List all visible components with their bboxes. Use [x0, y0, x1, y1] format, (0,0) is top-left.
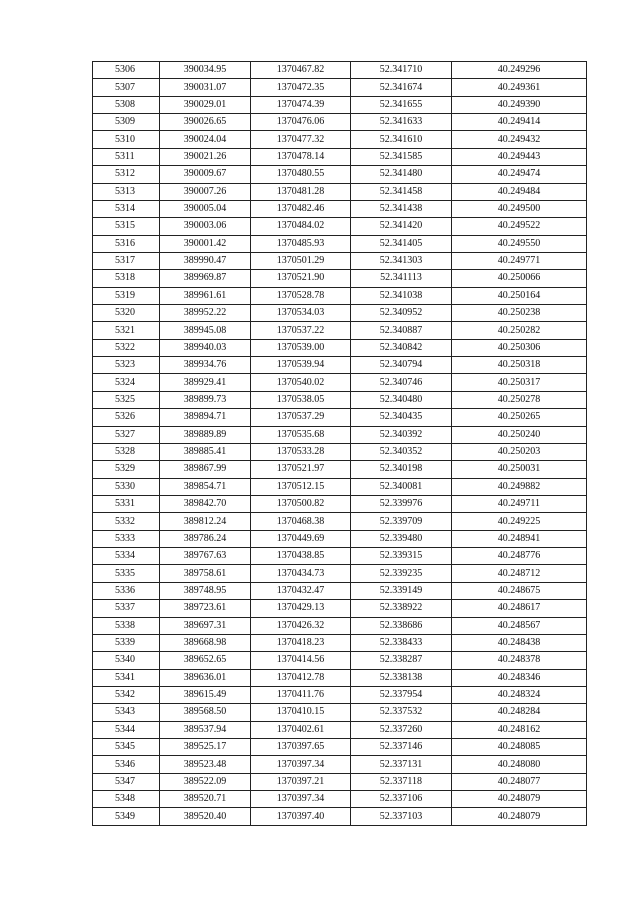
y-coordinate-cell: 1370485.93 [251, 235, 351, 252]
longitude-cell: 40.248080 [452, 756, 587, 773]
x-coordinate-cell: 389969.87 [160, 270, 251, 287]
longitude-cell: 40.250066 [452, 270, 587, 287]
y-coordinate-cell: 1370432.47 [251, 582, 351, 599]
table-row [93, 131, 587, 148]
table-row [93, 513, 587, 530]
x-coordinate-cell: 389952.22 [160, 305, 251, 322]
longitude-cell: 40.249550 [452, 235, 587, 252]
y-coordinate-cell: 1370449.69 [251, 530, 351, 547]
longitude-cell: 40.250164 [452, 287, 587, 304]
latitude-cell: 52.340842 [351, 339, 452, 356]
latitude-cell: 52.341458 [351, 183, 452, 200]
latitude-cell: 52.340435 [351, 409, 452, 426]
coordinates-table-body [93, 62, 587, 826]
latitude-cell: 52.338287 [351, 652, 452, 669]
point-number-cell: 5309 [93, 114, 160, 131]
latitude-cell: 52.337532 [351, 704, 452, 721]
point-number-cell: 5319 [93, 287, 160, 304]
longitude-cell: 40.249500 [452, 200, 587, 217]
latitude-cell: 52.337260 [351, 721, 452, 738]
point-number-cell: 5307 [93, 79, 160, 96]
latitude-cell: 52.337146 [351, 739, 452, 756]
x-coordinate-cell: 390026.65 [160, 114, 251, 131]
y-coordinate-cell: 1370412.78 [251, 669, 351, 686]
longitude-cell: 40.248712 [452, 565, 587, 582]
latitude-cell: 52.338433 [351, 634, 452, 651]
x-coordinate-cell: 389934.76 [160, 357, 251, 374]
y-coordinate-cell: 1370438.85 [251, 548, 351, 565]
x-coordinate-cell: 389786.24 [160, 530, 251, 547]
table-row [93, 374, 587, 391]
latitude-cell: 52.341674 [351, 79, 452, 96]
latitude-cell: 52.340392 [351, 426, 452, 443]
longitude-cell: 40.250203 [452, 443, 587, 460]
x-coordinate-cell: 389990.47 [160, 252, 251, 269]
point-number-cell: 5330 [93, 478, 160, 495]
y-coordinate-cell: 1370474.39 [251, 96, 351, 113]
x-coordinate-cell: 389812.24 [160, 513, 251, 530]
y-coordinate-cell: 1370481.28 [251, 183, 351, 200]
table-row [93, 114, 587, 131]
x-coordinate-cell: 390007.26 [160, 183, 251, 200]
table-row [93, 305, 587, 322]
latitude-cell: 52.340952 [351, 305, 452, 322]
latitude-cell: 52.340081 [351, 478, 452, 495]
table-row [93, 478, 587, 495]
table-row [93, 252, 587, 269]
x-coordinate-cell: 390001.42 [160, 235, 251, 252]
x-coordinate-cell: 389668.98 [160, 634, 251, 651]
y-coordinate-cell: 1370500.82 [251, 495, 351, 512]
point-number-cell: 5318 [93, 270, 160, 287]
point-number-cell: 5329 [93, 461, 160, 478]
table-row [93, 565, 587, 582]
point-number-cell: 5312 [93, 166, 160, 183]
table-row [93, 686, 587, 703]
longitude-cell: 40.248284 [452, 704, 587, 721]
y-coordinate-cell: 1370534.03 [251, 305, 351, 322]
x-coordinate-cell: 389537.94 [160, 721, 251, 738]
x-coordinate-cell: 390003.06 [160, 218, 251, 235]
latitude-cell: 52.341585 [351, 148, 452, 165]
table-row [93, 721, 587, 738]
longitude-cell: 40.248378 [452, 652, 587, 669]
table-row [93, 322, 587, 339]
longitude-cell: 40.248617 [452, 600, 587, 617]
point-number-cell: 5339 [93, 634, 160, 651]
point-number-cell: 5340 [93, 652, 160, 669]
x-coordinate-cell: 389767.63 [160, 548, 251, 565]
longitude-cell: 40.249225 [452, 513, 587, 530]
y-coordinate-cell: 1370414.56 [251, 652, 351, 669]
latitude-cell: 52.340794 [351, 357, 452, 374]
latitude-cell: 52.341710 [351, 62, 452, 79]
point-number-cell: 5344 [93, 721, 160, 738]
point-number-cell: 5311 [93, 148, 160, 165]
latitude-cell: 52.339149 [351, 582, 452, 599]
latitude-cell: 52.340480 [351, 391, 452, 408]
x-coordinate-cell: 389525.17 [160, 739, 251, 756]
latitude-cell: 52.338138 [351, 669, 452, 686]
longitude-cell: 40.250278 [452, 391, 587, 408]
y-coordinate-cell: 1370537.22 [251, 322, 351, 339]
longitude-cell: 40.249474 [452, 166, 587, 183]
y-coordinate-cell: 1370535.68 [251, 426, 351, 443]
latitude-cell: 52.341633 [351, 114, 452, 131]
y-coordinate-cell: 1370429.13 [251, 600, 351, 617]
y-coordinate-cell: 1370468.38 [251, 513, 351, 530]
x-coordinate-cell: 389748.95 [160, 582, 251, 599]
y-coordinate-cell: 1370411.76 [251, 686, 351, 703]
point-number-cell: 5342 [93, 686, 160, 703]
point-number-cell: 5325 [93, 391, 160, 408]
point-number-cell: 5346 [93, 756, 160, 773]
latitude-cell: 52.337131 [351, 756, 452, 773]
point-number-cell: 5335 [93, 565, 160, 582]
x-coordinate-cell: 389854.71 [160, 478, 251, 495]
point-number-cell: 5334 [93, 548, 160, 565]
x-coordinate-cell: 389758.61 [160, 565, 251, 582]
longitude-cell: 40.248085 [452, 739, 587, 756]
point-number-cell: 5322 [93, 339, 160, 356]
x-coordinate-cell: 389520.40 [160, 808, 251, 825]
y-coordinate-cell: 1370540.02 [251, 374, 351, 391]
latitude-cell: 52.341405 [351, 235, 452, 252]
x-coordinate-cell: 390029.01 [160, 96, 251, 113]
longitude-cell: 40.250282 [452, 322, 587, 339]
longitude-cell: 40.250317 [452, 374, 587, 391]
table-row [93, 461, 587, 478]
point-number-cell: 5348 [93, 791, 160, 808]
latitude-cell: 52.339315 [351, 548, 452, 565]
y-coordinate-cell: 1370539.94 [251, 357, 351, 374]
table-row [93, 391, 587, 408]
latitude-cell: 52.341655 [351, 96, 452, 113]
x-coordinate-cell: 389899.73 [160, 391, 251, 408]
point-number-cell: 5316 [93, 235, 160, 252]
table-row [93, 96, 587, 113]
x-coordinate-cell: 389522.09 [160, 773, 251, 790]
y-coordinate-cell: 1370521.90 [251, 270, 351, 287]
y-coordinate-cell: 1370538.05 [251, 391, 351, 408]
point-number-cell: 5317 [93, 252, 160, 269]
point-number-cell: 5324 [93, 374, 160, 391]
table-row [93, 270, 587, 287]
y-coordinate-cell: 1370410.15 [251, 704, 351, 721]
table-row [93, 357, 587, 374]
table-row [93, 287, 587, 304]
longitude-cell: 40.249390 [452, 96, 587, 113]
point-number-cell: 5320 [93, 305, 160, 322]
point-number-cell: 5315 [93, 218, 160, 235]
latitude-cell: 52.337954 [351, 686, 452, 703]
point-number-cell: 5336 [93, 582, 160, 599]
longitude-cell: 40.249432 [452, 131, 587, 148]
latitude-cell: 52.339480 [351, 530, 452, 547]
latitude-cell: 52.340746 [351, 374, 452, 391]
x-coordinate-cell: 389723.61 [160, 600, 251, 617]
table-row [93, 200, 587, 217]
point-number-cell: 5333 [93, 530, 160, 547]
x-coordinate-cell: 389889.89 [160, 426, 251, 443]
x-coordinate-cell: 389697.31 [160, 617, 251, 634]
table-row [93, 600, 587, 617]
longitude-cell: 40.249296 [452, 62, 587, 79]
longitude-cell: 40.250265 [452, 409, 587, 426]
table-row [93, 548, 587, 565]
point-number-cell: 5328 [93, 443, 160, 460]
y-coordinate-cell: 1370484.02 [251, 218, 351, 235]
x-coordinate-cell: 390009.67 [160, 166, 251, 183]
y-coordinate-cell: 1370397.34 [251, 756, 351, 773]
point-number-cell: 5343 [93, 704, 160, 721]
table-row [93, 652, 587, 669]
longitude-cell: 40.249443 [452, 148, 587, 165]
longitude-cell: 40.249414 [452, 114, 587, 131]
table-row [93, 773, 587, 790]
latitude-cell: 52.341303 [351, 252, 452, 269]
y-coordinate-cell: 1370521.97 [251, 461, 351, 478]
table-row [93, 426, 587, 443]
latitude-cell: 52.337103 [351, 808, 452, 825]
point-number-cell: 5347 [93, 773, 160, 790]
table-row [93, 756, 587, 773]
point-number-cell: 5306 [93, 62, 160, 79]
latitude-cell: 52.338686 [351, 617, 452, 634]
table-row [93, 409, 587, 426]
x-coordinate-cell: 389929.41 [160, 374, 251, 391]
longitude-cell: 40.250318 [452, 357, 587, 374]
x-coordinate-cell: 389867.99 [160, 461, 251, 478]
table-row [93, 669, 587, 686]
point-number-cell: 5308 [93, 96, 160, 113]
x-coordinate-cell: 389636.01 [160, 669, 251, 686]
y-coordinate-cell: 1370528.78 [251, 287, 351, 304]
y-coordinate-cell: 1370476.06 [251, 114, 351, 131]
x-coordinate-cell: 389615.49 [160, 686, 251, 703]
longitude-cell: 40.248438 [452, 634, 587, 651]
latitude-cell: 52.341438 [351, 200, 452, 217]
table-row [93, 530, 587, 547]
table-row [93, 443, 587, 460]
table-row [93, 739, 587, 756]
longitude-cell: 40.250031 [452, 461, 587, 478]
longitude-cell: 40.250238 [452, 305, 587, 322]
longitude-cell: 40.250240 [452, 426, 587, 443]
latitude-cell: 52.339709 [351, 513, 452, 530]
point-number-cell: 5310 [93, 131, 160, 148]
point-number-cell: 5321 [93, 322, 160, 339]
latitude-cell: 52.337106 [351, 791, 452, 808]
point-number-cell: 5323 [93, 357, 160, 374]
longitude-cell: 40.248324 [452, 686, 587, 703]
x-coordinate-cell: 390005.04 [160, 200, 251, 217]
x-coordinate-cell: 389842.70 [160, 495, 251, 512]
x-coordinate-cell: 390021.26 [160, 148, 251, 165]
point-number-cell: 5326 [93, 409, 160, 426]
table-row [93, 166, 587, 183]
longitude-cell: 40.248079 [452, 808, 587, 825]
longitude-cell: 40.248346 [452, 669, 587, 686]
table-row [93, 495, 587, 512]
latitude-cell: 52.340198 [351, 461, 452, 478]
latitude-cell: 52.337118 [351, 773, 452, 790]
longitude-cell: 40.248941 [452, 530, 587, 547]
y-coordinate-cell: 1370539.00 [251, 339, 351, 356]
coordinates-table [92, 61, 587, 826]
table-row [93, 183, 587, 200]
latitude-cell: 52.338922 [351, 600, 452, 617]
y-coordinate-cell: 1370397.65 [251, 739, 351, 756]
latitude-cell: 52.340887 [351, 322, 452, 339]
point-number-cell: 5327 [93, 426, 160, 443]
table-row [93, 582, 587, 599]
x-coordinate-cell: 389940.03 [160, 339, 251, 356]
latitude-cell: 52.341420 [351, 218, 452, 235]
y-coordinate-cell: 1370467.82 [251, 62, 351, 79]
x-coordinate-cell: 389945.08 [160, 322, 251, 339]
latitude-cell: 52.340352 [351, 443, 452, 460]
table-row [93, 634, 587, 651]
point-number-cell: 5349 [93, 808, 160, 825]
y-coordinate-cell: 1370477.32 [251, 131, 351, 148]
y-coordinate-cell: 1370480.55 [251, 166, 351, 183]
point-number-cell: 5341 [93, 669, 160, 686]
longitude-cell: 40.248079 [452, 791, 587, 808]
longitude-cell: 40.248162 [452, 721, 587, 738]
x-coordinate-cell: 390024.04 [160, 131, 251, 148]
longitude-cell: 40.249361 [452, 79, 587, 96]
y-coordinate-cell: 1370397.40 [251, 808, 351, 825]
y-coordinate-cell: 1370397.34 [251, 791, 351, 808]
y-coordinate-cell: 1370434.73 [251, 565, 351, 582]
latitude-cell: 52.341038 [351, 287, 452, 304]
y-coordinate-cell: 1370501.29 [251, 252, 351, 269]
table-row [93, 79, 587, 96]
y-coordinate-cell: 1370482.46 [251, 200, 351, 217]
point-number-cell: 5331 [93, 495, 160, 512]
y-coordinate-cell: 1370426.32 [251, 617, 351, 634]
x-coordinate-cell: 390031.07 [160, 79, 251, 96]
longitude-cell: 40.249522 [452, 218, 587, 235]
x-coordinate-cell: 389523.48 [160, 756, 251, 773]
longitude-cell: 40.248776 [452, 548, 587, 565]
longitude-cell: 40.249484 [452, 183, 587, 200]
latitude-cell: 52.339235 [351, 565, 452, 582]
longitude-cell: 40.249882 [452, 478, 587, 495]
point-number-cell: 5313 [93, 183, 160, 200]
table-row [93, 235, 587, 252]
point-number-cell: 5337 [93, 600, 160, 617]
y-coordinate-cell: 1370402.61 [251, 721, 351, 738]
point-number-cell: 5345 [93, 739, 160, 756]
longitude-cell: 40.248675 [452, 582, 587, 599]
y-coordinate-cell: 1370512.15 [251, 478, 351, 495]
x-coordinate-cell: 389885.41 [160, 443, 251, 460]
table-row [93, 617, 587, 634]
table-row [93, 218, 587, 235]
latitude-cell: 52.341113 [351, 270, 452, 287]
y-coordinate-cell: 1370397.21 [251, 773, 351, 790]
latitude-cell: 52.341610 [351, 131, 452, 148]
x-coordinate-cell: 389894.71 [160, 409, 251, 426]
point-number-cell: 5338 [93, 617, 160, 634]
longitude-cell: 40.250306 [452, 339, 587, 356]
point-number-cell: 5332 [93, 513, 160, 530]
longitude-cell: 40.248567 [452, 617, 587, 634]
table-row [93, 808, 587, 825]
longitude-cell: 40.249771 [452, 252, 587, 269]
x-coordinate-cell: 389961.61 [160, 287, 251, 304]
x-coordinate-cell: 389568.50 [160, 704, 251, 721]
table-row [93, 148, 587, 165]
x-coordinate-cell: 390034.95 [160, 62, 251, 79]
table-row [93, 791, 587, 808]
x-coordinate-cell: 389652.65 [160, 652, 251, 669]
y-coordinate-cell: 1370418.23 [251, 634, 351, 651]
table-row [93, 339, 587, 356]
table-row [93, 704, 587, 721]
latitude-cell: 52.339976 [351, 495, 452, 512]
latitude-cell: 52.341480 [351, 166, 452, 183]
table-row [93, 62, 587, 79]
y-coordinate-cell: 1370537.29 [251, 409, 351, 426]
y-coordinate-cell: 1370472.35 [251, 79, 351, 96]
longitude-cell: 40.248077 [452, 773, 587, 790]
y-coordinate-cell: 1370533.28 [251, 443, 351, 460]
longitude-cell: 40.249711 [452, 495, 587, 512]
y-coordinate-cell: 1370478.14 [251, 148, 351, 165]
x-coordinate-cell: 389520.71 [160, 791, 251, 808]
point-number-cell: 5314 [93, 200, 160, 217]
